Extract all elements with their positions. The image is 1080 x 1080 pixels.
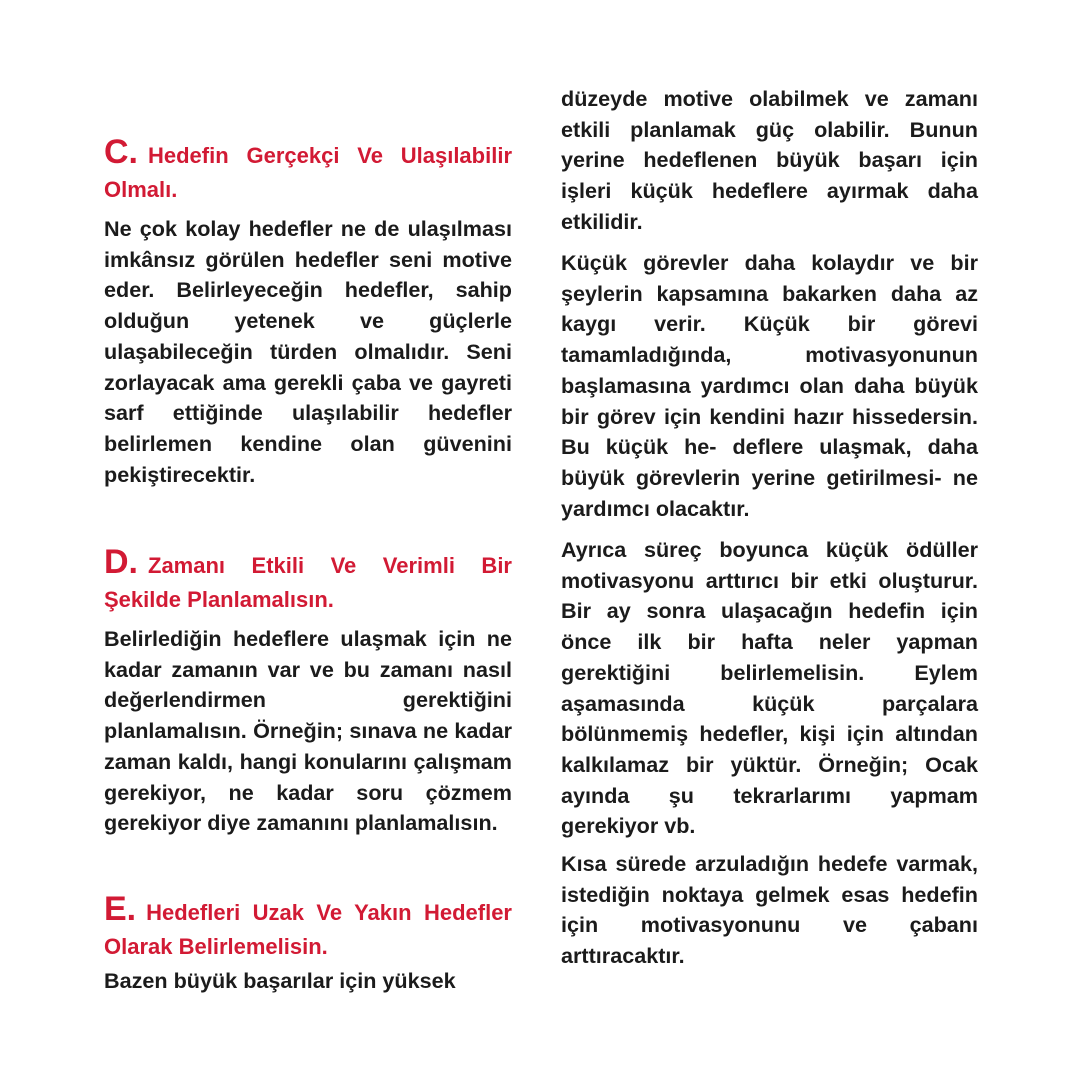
section-c-body: Ne çok kolay hedefler ne de ulaşılması imkânsız görülen hedefler seni motive eder. Belirleyeceğin hedefler, sahip olduğun yetenek ve güçlerle ulaşabileceğin türden olmalıdır. Seni zorlayacak ama gerekli çaba ve gayreti sarf ettiğinde ulaşılabilir hedefler belirlemen kendine olan güvenini pekiştirecektir. (104, 216, 512, 487)
section-e-body: Bazen büyük başarılar için yüksek (104, 968, 456, 993)
section-d-letter: D. (104, 543, 138, 581)
section-e-heading (104, 892, 512, 964)
right-paragraph-1: düzeyde motive olabilmek ve zamanı etkili planlamak güç olabilir. Bunun yerine hedeflenen büyük başarı için işleri küçük hedeflere ayırmak daha etkilidir. (561, 86, 978, 234)
section-e-letter: E. (104, 890, 137, 928)
section-d-heading (104, 545, 512, 617)
section-d-body: Belirlediğin hedeflere ulaşmak için ne kadar zamanın var ve bu zamanı nasıl değerlendirmen gerektiğini planlamalısın. Örneğin; sınava ne kadar zaman kaldı, hangi konularını çalışmam gerekiyor, ne kadar soru çözmem gerekiyor diye zamanını planlamalısın. (104, 626, 512, 836)
right-paragraph-4: Kısa sürede arzuladığın hedefe varmak, istediğin noktaya gelmek esas hedefin için motivasyonunu ve çabanı arttıracaktır. (561, 851, 978, 969)
section-c-heading (104, 135, 512, 207)
section-c-title: Hedefin Gerçekçi Ve Ulaşılabilir Olmalı. (104, 143, 512, 202)
right-paragraph-2: Küçük görevler daha kolaydır ve bir şeylerin kapsamına bakarken daha az kaygı verir. Küçük bir görevi tamamladığında, motivasyonunun başlamasına yardımcı olan daha büyük bir görev için kendini hazır hissedersin. Bu küçük he- deflere ulaşmak, daha büyük görevlerin yerine getirilmesi- ne yardımcı olacaktır. (561, 250, 978, 521)
right-paragraph-3: Ayrıca süreç boyunca küçük ödüller motivasyonu arttırıcı bir etki oluşturur. Bir ay sonra ulaşacağın hedefin için önce ilk bir hafta neler yapman gerektiğini belirlemelisin. Eylem aşamasında küçük parçalara bölünmemiş hedefler, kişi için altından kalkılamaz bir yüktür. Örneğin; Ocak ayında şu tekrarlarımı yapmam gerekiyor vb. (561, 537, 978, 839)
section-c-letter: C. (104, 133, 138, 171)
section-d-title: Zamanı Etkili Ve Verimli Bir Şekilde Planlamalısın. (104, 553, 512, 612)
section-e-title: Hedefleri Uzak Ve Yakın Hedefler Olarak Belirlemelisin. (104, 900, 512, 959)
